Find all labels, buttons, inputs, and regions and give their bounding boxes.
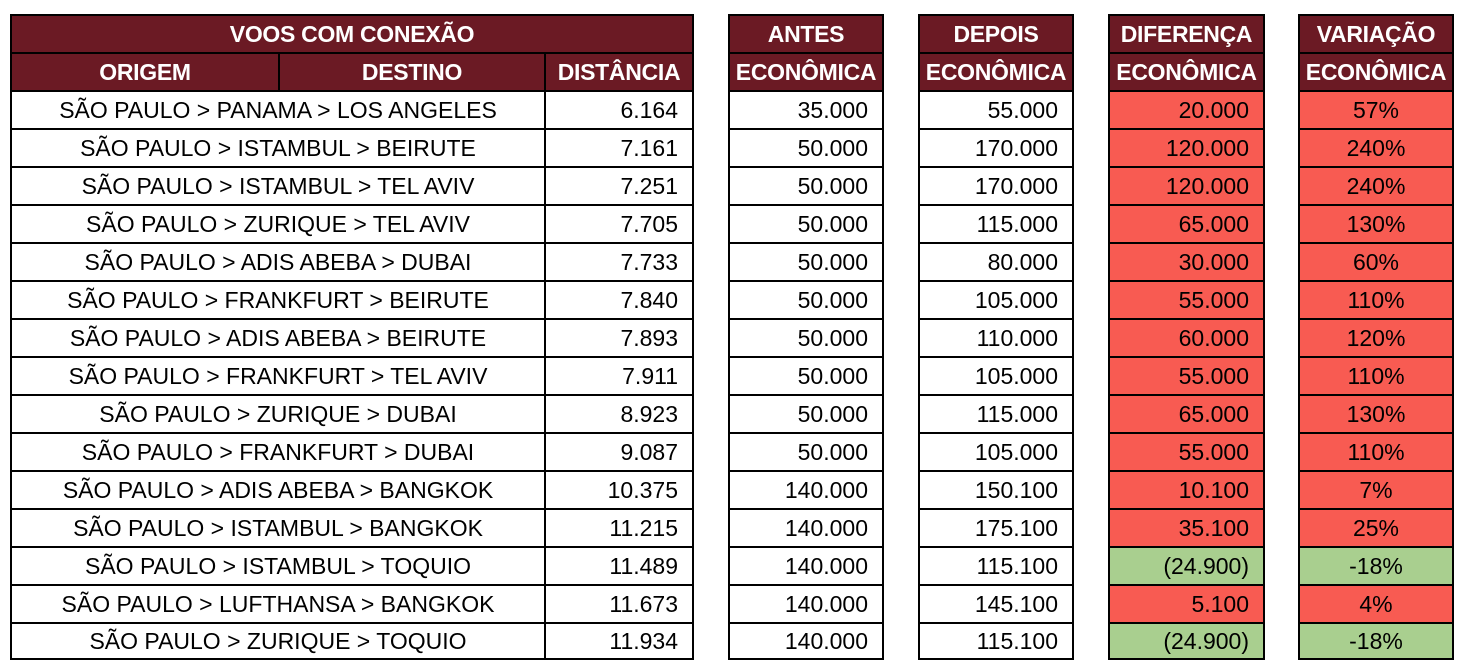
after-value-cell: 170.000 [974, 134, 1058, 161]
after-subheader-row [918, 52, 1074, 90]
after-value-cell: 105.000 [974, 286, 1058, 313]
table-row [10, 318, 694, 356]
table-row [918, 166, 1074, 204]
after-value-cell: 80.000 [987, 248, 1058, 275]
table-row [1298, 204, 1454, 242]
difference-table-body [1108, 90, 1265, 660]
table-row [918, 432, 1074, 470]
table-row [10, 242, 694, 280]
variation-value-cell: -18% [1300, 624, 1452, 658]
after-value-cell: 115.100 [976, 552, 1058, 579]
table-row [1108, 508, 1265, 546]
after-value-cell: 175.100 [974, 514, 1058, 541]
after-table [918, 14, 1074, 660]
distance-cell: 6.164 [544, 92, 692, 128]
route-cell: SÃO PAULO > ISTAMBUL > BEIRUTE [80, 134, 476, 161]
variation-value-cell: 110% [1300, 358, 1452, 394]
table-row [728, 166, 884, 204]
route-cell: SÃO PAULO > ADIS ABEBA > BEIRUTE [69, 324, 487, 351]
route-cell: SÃO PAULO > ISTAMBUL > BANGKOK [73, 514, 483, 541]
table-row [918, 622, 1074, 660]
after-value-cell: 110.000 [976, 324, 1058, 351]
table-row [1298, 394, 1454, 432]
table-row [1298, 166, 1454, 204]
route-cell: SÃO PAULO > PANAMA > LOS ANGELES [59, 96, 497, 123]
table-row [728, 584, 884, 622]
table-row [1298, 622, 1454, 660]
table-row [1298, 546, 1454, 584]
table-row [1108, 432, 1265, 470]
distance-cell: 7.705 [544, 206, 692, 242]
difference-value-cell: 10.100 [1110, 472, 1263, 508]
distance-cell: 7.733 [544, 244, 692, 280]
difference-header-row [1108, 14, 1265, 52]
route-cell: SÃO PAULO > ADIS ABEBA > DUBAI [84, 248, 472, 275]
table-row [728, 280, 884, 318]
route-table [10, 14, 694, 660]
variation-economy-header: ECONÔMICA [1300, 54, 1452, 90]
difference-value-cell: 55.000 [1110, 434, 1263, 470]
destination-header: DESTINO [278, 54, 544, 90]
difference-value-cell: 60.000 [1110, 320, 1263, 356]
table-row [728, 432, 884, 470]
before-value-cell: 50.000 [797, 210, 868, 237]
after-table-body [918, 90, 1074, 660]
before-value-cell: 50.000 [797, 172, 868, 199]
table-row [728, 394, 884, 432]
before-value-cell: 50.000 [797, 324, 868, 351]
difference-value-cell: 55.000 [1110, 358, 1263, 394]
distance-header: DISTÂNCIA [544, 54, 692, 90]
table-row [1108, 394, 1265, 432]
distance-cell: 7.840 [544, 282, 692, 318]
table-row [10, 508, 694, 546]
table-row [1108, 470, 1265, 508]
difference-header: DIFERENÇA [1110, 16, 1263, 52]
after-header-row [918, 14, 1074, 52]
table-row [918, 546, 1074, 584]
origin-header: ORIGEM [12, 54, 278, 90]
table-row [1108, 546, 1265, 584]
route-cell: SÃO PAULO > FRANKFURT > BEIRUTE [67, 286, 489, 313]
table-row [728, 318, 884, 356]
distance-cell: 11.673 [544, 586, 692, 622]
after-value-cell: 105.000 [974, 438, 1058, 465]
route-table-body [10, 90, 694, 660]
variation-value-cell: 57% [1300, 92, 1452, 128]
variation-value-cell: 240% [1300, 168, 1452, 204]
route-cell: SÃO PAULO > ZURIQUE > TOQUIO [89, 627, 467, 654]
difference-value-cell: 120.000 [1110, 130, 1263, 166]
route-cell: SÃO PAULO > ISTAMBUL > TOQUIO [84, 552, 471, 579]
difference-value-cell: 20.000 [1110, 92, 1263, 128]
table-row [1298, 470, 1454, 508]
before-value-cell: 50.000 [797, 400, 868, 427]
variation-table-body [1298, 90, 1454, 660]
distance-cell: 7.893 [544, 320, 692, 356]
variation-header: VARIAÇÃO [1300, 16, 1452, 52]
table-row [10, 280, 694, 318]
variation-value-cell: 130% [1300, 206, 1452, 242]
variation-value-cell: 130% [1300, 396, 1452, 432]
variation-value-cell: 120% [1300, 320, 1452, 356]
table-row [10, 166, 694, 204]
table-row [1298, 356, 1454, 394]
before-value-cell: 140.000 [784, 476, 868, 503]
table-row [728, 90, 884, 128]
before-value-cell: 50.000 [797, 438, 868, 465]
variation-header-row [1298, 14, 1454, 52]
table-row [728, 204, 884, 242]
table-row [1298, 242, 1454, 280]
table-row [10, 128, 694, 166]
after-value-cell: 105.000 [974, 362, 1058, 389]
variation-value-cell: 110% [1300, 434, 1452, 470]
route-cell: SÃO PAULO > ZURIQUE > DUBAI [99, 400, 457, 427]
distance-cell: 8.923 [544, 396, 692, 432]
table-row [728, 622, 884, 660]
difference-economy-header: ECONÔMICA [1110, 54, 1263, 90]
header-row-title [10, 14, 694, 52]
difference-subheader-row [1108, 52, 1265, 90]
difference-value-cell: 30.000 [1110, 244, 1263, 280]
table-row [1108, 584, 1265, 622]
distance-cell: 7.251 [544, 168, 692, 204]
table-row [1298, 584, 1454, 622]
after-value-cell: 150.100 [974, 476, 1058, 503]
table-row [1108, 318, 1265, 356]
table-row [728, 242, 884, 280]
table-row [1298, 128, 1454, 166]
variation-value-cell: 25% [1300, 510, 1452, 546]
distance-cell: 11.215 [544, 510, 692, 546]
after-value-cell: 115.100 [976, 627, 1058, 654]
difference-value-cell: 35.100 [1110, 510, 1263, 546]
distance-cell: 9.087 [544, 434, 692, 470]
before-value-cell: 50.000 [797, 362, 868, 389]
table-row [728, 470, 884, 508]
before-value-cell: 50.000 [797, 134, 868, 161]
table-row [918, 318, 1074, 356]
table-row [1108, 280, 1265, 318]
before-table-body [728, 90, 884, 660]
before-value-cell: 50.000 [797, 286, 868, 313]
before-value-cell: 50.000 [797, 248, 868, 275]
route-cell: SÃO PAULO > FRANKFURT > TEL AVIV [68, 362, 488, 389]
difference-table [1108, 14, 1265, 660]
table-row [10, 394, 694, 432]
before-economy-header: ECONÔMICA [730, 54, 882, 90]
table-row [728, 356, 884, 394]
difference-value-cell: (24.900) [1110, 548, 1263, 584]
table-row [918, 356, 1074, 394]
after-value-cell: 115.000 [976, 400, 1058, 427]
before-header-row [728, 14, 884, 52]
table-row [918, 204, 1074, 242]
after-value-cell: 145.100 [974, 590, 1058, 617]
table-row [10, 622, 694, 660]
table-row [1108, 356, 1265, 394]
variation-value-cell: 60% [1300, 244, 1452, 280]
before-value-cell: 140.000 [784, 514, 868, 541]
difference-value-cell: 55.000 [1110, 282, 1263, 318]
table-row [1298, 280, 1454, 318]
route-cell: SÃO PAULO > LUFTHANSA > BANGKOK [61, 590, 495, 617]
table-row [918, 280, 1074, 318]
after-economy-header: ECONÔMICA [920, 54, 1072, 90]
table-row [918, 470, 1074, 508]
table-row [1108, 166, 1265, 204]
table-row [10, 584, 694, 622]
distance-cell: 10.375 [544, 472, 692, 508]
connecting-flights-header: VOOS COM CONEXÃO [12, 16, 692, 52]
table-row [918, 90, 1074, 128]
header-row-columns [10, 52, 694, 90]
table-row [10, 432, 694, 470]
table-row [1108, 242, 1265, 280]
table-row [728, 546, 884, 584]
before-header: ANTES [730, 16, 882, 52]
variation-value-cell: 240% [1300, 130, 1452, 166]
distance-cell: 11.489 [544, 548, 692, 584]
after-header: DEPOIS [920, 16, 1072, 52]
distance-cell: 7.911 [544, 358, 692, 394]
variation-value-cell: 110% [1300, 282, 1452, 318]
table-row [10, 470, 694, 508]
before-value-cell: 140.000 [784, 627, 868, 654]
variation-value-cell: 7% [1300, 472, 1452, 508]
route-cell: SÃO PAULO > ISTAMBUL > TEL AVIV [81, 172, 475, 199]
distance-cell: 7.161 [544, 130, 692, 166]
after-value-cell: 170.000 [974, 172, 1058, 199]
table-row [10, 204, 694, 242]
variation-value-cell: 4% [1300, 586, 1452, 622]
difference-value-cell: 120.000 [1110, 168, 1263, 204]
route-cell: SÃO PAULO > ADIS ABEBA > BANGKOK [62, 476, 494, 503]
table-row [1298, 508, 1454, 546]
table-row [1108, 128, 1265, 166]
difference-value-cell: (24.900) [1110, 624, 1263, 658]
table-row [918, 394, 1074, 432]
before-table [728, 14, 884, 660]
table-row [10, 356, 694, 394]
difference-value-cell: 65.000 [1110, 206, 1263, 242]
table-row [1298, 90, 1454, 128]
variation-subheader-row [1298, 52, 1454, 90]
table-row [1108, 622, 1265, 660]
before-value-cell: 140.000 [784, 590, 868, 617]
table-row [918, 242, 1074, 280]
table-row [1108, 90, 1265, 128]
table-row [1108, 204, 1265, 242]
before-subheader-row [728, 52, 884, 90]
distance-cell: 11.934 [544, 624, 692, 658]
after-value-cell: 55.000 [987, 96, 1058, 123]
route-cell: SÃO PAULO > ZURIQUE > TEL AVIV [86, 210, 470, 237]
before-value-cell: 35.000 [797, 96, 868, 123]
difference-value-cell: 65.000 [1110, 396, 1263, 432]
before-value-cell: 140.000 [784, 552, 868, 579]
table-row [728, 508, 884, 546]
table-row [1298, 318, 1454, 356]
table-row [1298, 432, 1454, 470]
table-row [10, 90, 694, 128]
table-row [918, 128, 1074, 166]
table-row [10, 546, 694, 584]
table-row [918, 584, 1074, 622]
variation-table [1298, 14, 1454, 660]
after-value-cell: 115.000 [976, 210, 1058, 237]
table-row [728, 128, 884, 166]
variation-value-cell: -18% [1300, 548, 1452, 584]
difference-value-cell: 5.100 [1110, 586, 1263, 622]
route-cell: SÃO PAULO > FRANKFURT > DUBAI [81, 438, 475, 465]
table-row [918, 508, 1074, 546]
